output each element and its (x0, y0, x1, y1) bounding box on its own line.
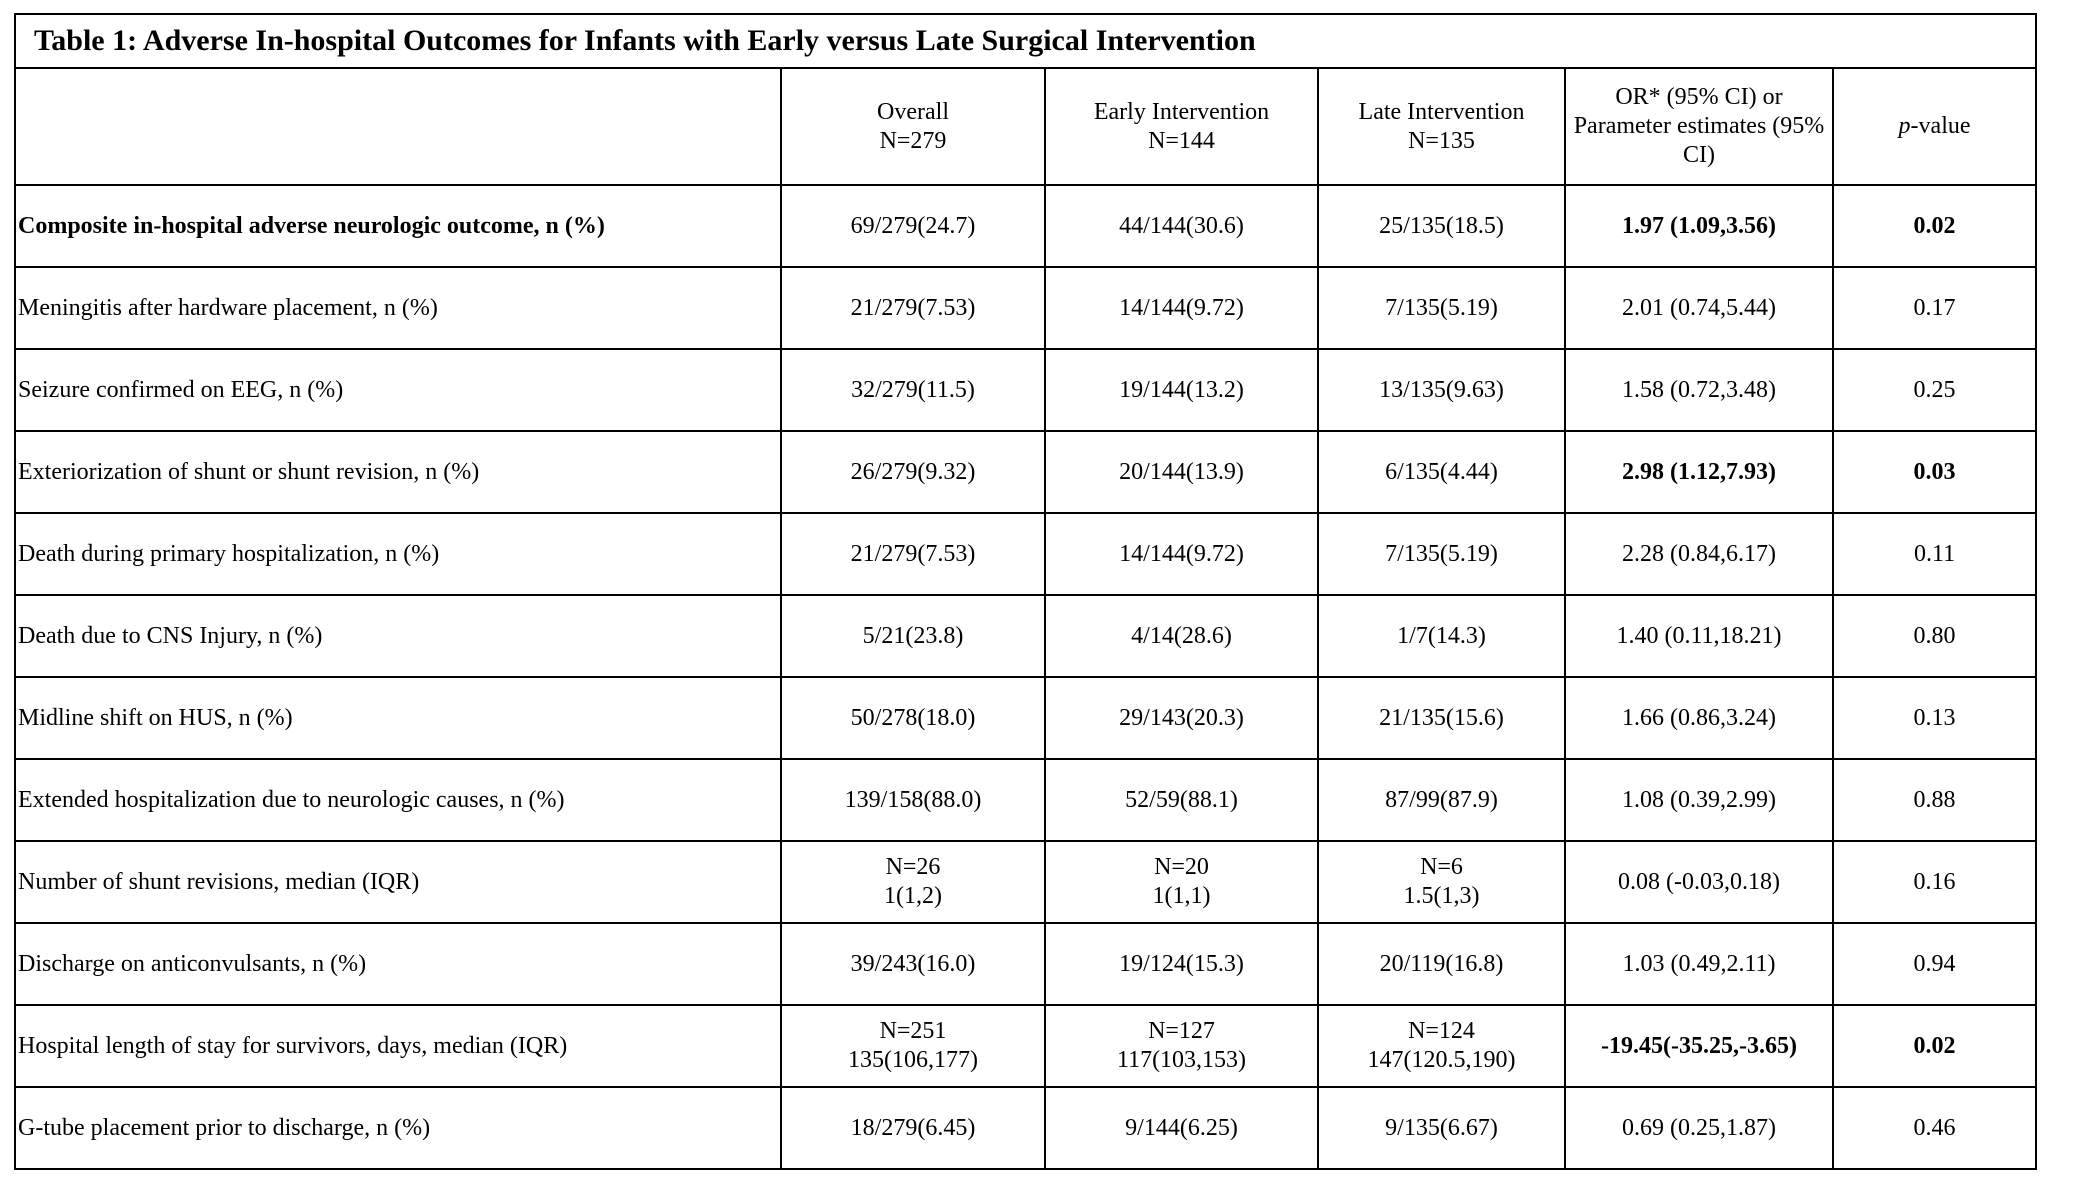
early-cell: 14/144(9.72) (1045, 513, 1318, 595)
late-cell: N=124 147(120.5,190) (1318, 1005, 1565, 1087)
table-row (15, 1087, 2036, 1169)
late-cell: 6/135(4.44) (1318, 431, 1565, 513)
or-cell: 1.08 (0.39,2.99) (1565, 759, 1833, 841)
or-cell: 1.58 (0.72,3.48) (1565, 349, 1833, 431)
or-cell: 1.40 (0.11,18.21) (1565, 595, 1833, 677)
or-cell: 2.28 (0.84,6.17) (1565, 513, 1833, 595)
p-value-cell: 0.94 (1833, 923, 2036, 1005)
overall-cell: 50/278(18.0) (781, 677, 1045, 759)
header-overall: Overall N=279 (781, 68, 1045, 185)
early-cell: 52/59(88.1) (1045, 759, 1318, 841)
row-label: Exteriorization of shunt or shunt revision, n (%) (15, 431, 781, 513)
late-cell: 7/135(5.19) (1318, 267, 1565, 349)
p-value-cell: 0.17 (1833, 267, 2036, 349)
or-cell: 0.08 (-0.03,0.18) (1565, 841, 1833, 923)
early-cell: 4/14(28.6) (1045, 595, 1318, 677)
row-label: Death during primary hospitalization, n (%) (15, 513, 781, 595)
late-cell: 20/119(16.8) (1318, 923, 1565, 1005)
outcomes-table-container (14, 13, 2035, 1170)
or-cell: 1.03 (0.49,2.11) (1565, 923, 1833, 1005)
row-label: Composite in-hospital adverse neurologic outcome, n (%) (15, 185, 781, 267)
early-cell: N=127 117(103,153) (1045, 1005, 1318, 1087)
p-value-cell: 0.02 (1833, 1005, 2036, 1087)
late-cell: 1/7(14.3) (1318, 595, 1565, 677)
p-value-cell: 0.16 (1833, 841, 2036, 923)
row-label: Extended hospitalization due to neurologic causes, n (%) (15, 759, 781, 841)
outcomes-table (14, 13, 2037, 1170)
or-cell: 1.66 (0.86,3.24) (1565, 677, 1833, 759)
header-row (15, 68, 2036, 185)
or-cell: 0.69 (0.25,1.87) (1565, 1087, 1833, 1169)
header-late-intervention: Late Intervention N=135 (1318, 68, 1565, 185)
table-row (15, 1005, 2036, 1087)
p-value-cell: 0.11 (1833, 513, 2036, 595)
overall-cell: 39/243(16.0) (781, 923, 1045, 1005)
row-label: Number of shunt revisions, median (IQR) (15, 841, 781, 923)
overall-cell: 18/279(6.45) (781, 1087, 1045, 1169)
or-cell: -19.45(-35.25,-3.65) (1565, 1005, 1833, 1087)
header-blank-cell (15, 68, 781, 185)
p-value-cell: 0.46 (1833, 1087, 2036, 1169)
table-row (15, 185, 2036, 267)
late-cell: 13/135(9.63) (1318, 349, 1565, 431)
table-row (15, 759, 2036, 841)
row-label: Death due to CNS Injury, n (%) (15, 595, 781, 677)
late-cell: 87/99(87.9) (1318, 759, 1565, 841)
overall-cell: 21/279(7.53) (781, 513, 1045, 595)
header-odds-ratio: OR* (95% CI) or Parameter estimates (95% CI) (1565, 68, 1833, 185)
table-row (15, 923, 2036, 1005)
header-p-value: p-value (1833, 68, 2036, 185)
table-row (15, 595, 2036, 677)
overall-cell: 69/279(24.7) (781, 185, 1045, 267)
table-row (15, 677, 2036, 759)
early-cell: 44/144(30.6) (1045, 185, 1318, 267)
overall-cell: 5/21(23.8) (781, 595, 1045, 677)
early-cell: N=20 1(1,1) (1045, 841, 1318, 923)
or-cell: 2.01 (0.74,5.44) (1565, 267, 1833, 349)
row-label: G-tube placement prior to discharge, n (%) (15, 1087, 781, 1169)
late-cell: 25/135(18.5) (1318, 185, 1565, 267)
early-cell: 29/143(20.3) (1045, 677, 1318, 759)
table-title: Table 1: Adverse In-hospital Outcomes for Infants with Early versus Late Surgical Intervention (15, 14, 2036, 68)
row-label: Meningitis after hardware placement, n (%) (15, 267, 781, 349)
title-row (15, 14, 2036, 68)
overall-cell: 139/158(88.0) (781, 759, 1045, 841)
p-value-cell: 0.88 (1833, 759, 2036, 841)
late-cell: 9/135(6.67) (1318, 1087, 1565, 1169)
or-cell: 2.98 (1.12,7.93) (1565, 431, 1833, 513)
late-cell: N=6 1.5(1,3) (1318, 841, 1565, 923)
p-value-cell: 0.02 (1833, 185, 2036, 267)
late-cell: 21/135(15.6) (1318, 677, 1565, 759)
row-label: Midline shift on HUS, n (%) (15, 677, 781, 759)
overall-cell: N=26 1(1,2) (781, 841, 1045, 923)
overall-cell: 26/279(9.32) (781, 431, 1045, 513)
table-row (15, 349, 2036, 431)
row-label: Discharge on anticonvulsants, n (%) (15, 923, 781, 1005)
or-cell: 1.97 (1.09,3.56) (1565, 185, 1833, 267)
overall-cell: N=251 135(106,177) (781, 1005, 1045, 1087)
table-row (15, 267, 2036, 349)
header-early-intervention: Early Intervention N=144 (1045, 68, 1318, 185)
p-value-cell: 0.03 (1833, 431, 2036, 513)
early-cell: 20/144(13.9) (1045, 431, 1318, 513)
overall-cell: 32/279(11.5) (781, 349, 1045, 431)
early-cell: 9/144(6.25) (1045, 1087, 1318, 1169)
late-cell: 7/135(5.19) (1318, 513, 1565, 595)
row-label: Seizure confirmed on EEG, n (%) (15, 349, 781, 431)
p-value-cell: 0.25 (1833, 349, 2036, 431)
overall-cell: 21/279(7.53) (781, 267, 1045, 349)
table-row (15, 841, 2036, 923)
row-label: Hospital length of stay for survivors, days, median (IQR) (15, 1005, 781, 1087)
early-cell: 14/144(9.72) (1045, 267, 1318, 349)
p-value-cell: 0.13 (1833, 677, 2036, 759)
early-cell: 19/144(13.2) (1045, 349, 1318, 431)
early-cell: 19/124(15.3) (1045, 923, 1318, 1005)
p-value-cell: 0.80 (1833, 595, 2036, 677)
table-row (15, 431, 2036, 513)
table-row (15, 513, 2036, 595)
